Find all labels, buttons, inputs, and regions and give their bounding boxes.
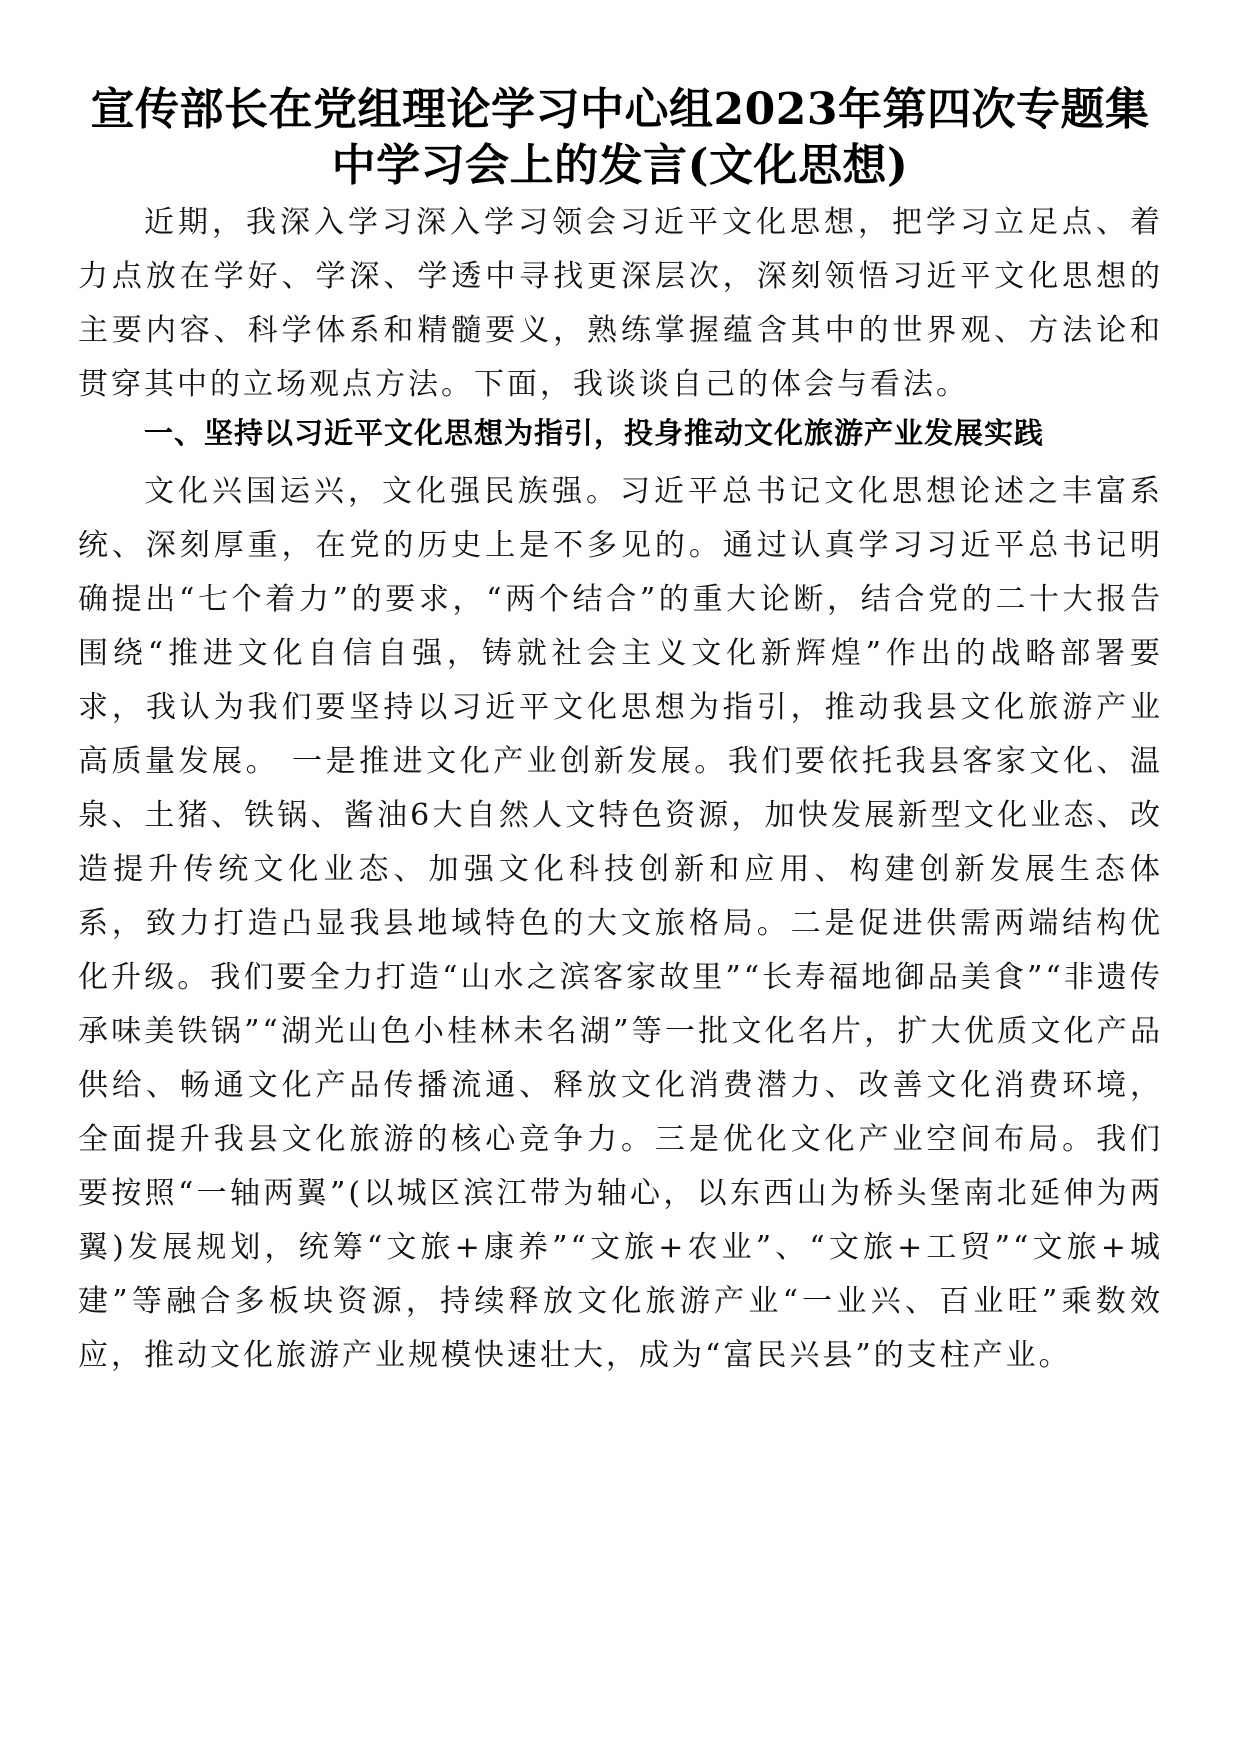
section-heading: 一、坚持以习近平文化思想为指引，投身推动文化旅游产业发展实践 <box>144 416 1045 450</box>
document-title: 宣传部长在党组理论学习中心组2023年第四次专题集中学习会上的发言(文化思想) <box>90 84 1150 191</box>
intro-paragraph: 近期，我深入学习深入学习领会习近平文化思想，把学习立足点、着力点放在学好、学深、学透中寻找更深层次，深刻领悟习近平文化思想的主要内容、科学体系和精髓要义，熟练掌握蕴含其中的世界观、方法论和贯穿其中的立场观点方法。下面，我谈谈自己的体会与看法。 <box>78 205 1163 402</box>
section-body-paragraph: 文化兴国运兴，文化强民族强。习近平总书记文化思想论述之丰富系统、深刻厚重，在党的历史上是不多见的。通过认真学习习近平总书记明确提出“七个着力”的要求，“两个结合”的重大论断，结合党的二十大报告围绕“推进文化自信自强，铸就社会主义文化新辉煌”作出的战略部署要求，我认为我们要坚持以习近平文化思想为指引，推动我县文化旅游产业高质量发展。 一是推进文化产业创新发展。我们要依托我县客家文化、温泉、土猪、铁锅、酱油6大自然人文特色资源，加快发展新型文化业态、改造提升传统文化业态、加强文化科技创新和应用、构建创新发展生态体系，致力打造凸显我县地域特色的大文旅格局。二是促进供需两端结构优化升级。我们要全力打造“山水之滨客家故里”“长寿福地御品美食”“非遗传承味美铁锅”“湖光山色小桂林未名湖”等一批文化名片，扩大优质文化产品供给、畅通文化产品传播流通、释放文化消费潜力、改善文化消费环境，全面提升我县文化旅游的核心竞争力。三是优化文化产业空间布局。我们要按照“一轴两翼”(以城区滨江带为轴心，以东西山为桥头堡南北延伸为两翼)发展规划，统筹“文旅+康养”“文旅+农业”、“文旅+工贸”“文旅+城建”等融合多板块资源，持续释放文化旅游产业“一业兴、百业旺”乘数效应，推动文化旅游产业规模快速壮大，成为“富民兴县”的支柱产业。 <box>78 474 1163 1373</box>
